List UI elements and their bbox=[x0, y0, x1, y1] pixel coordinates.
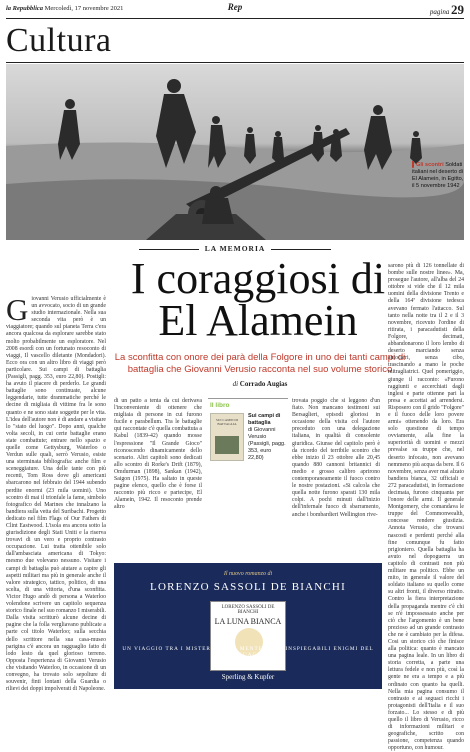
section-title: Cultura bbox=[6, 22, 112, 59]
page-number: 29 bbox=[451, 2, 464, 17]
book-advert[interactable] bbox=[114, 563, 382, 689]
article-deck: La sconfitta con onore dei parà della Folgore in uno dei tanti campi di battaglia che Giovanni Verusio racconta nel suo volume storico bbox=[114, 352, 406, 375]
photo-caption bbox=[412, 162, 466, 190]
advert-author: LORENZO SASSOLI DE BIANCHI bbox=[150, 581, 346, 593]
article-headline: I coraggiosi di El Alamein bbox=[130, 254, 386, 345]
kicker-rule-left bbox=[139, 249, 199, 250]
book-details bbox=[248, 413, 288, 462]
book-title: Sui campi di battaglia bbox=[248, 413, 281, 426]
article-column-4: sarono più di 126 tonnellate di bombe sulle nostre linee». Ma, prosegue l'autore, all'alba del 24 ottobre si vide che il 12 mila uomini della divisione Trento e della 164ª divisione tedesca avevano fermato l'attacco. Sul tanto nella notte tra il 2 e il 3 novembre, ricevuto l'ordine di ritirata, i paracadutisti della Folgore, decimati, abbandonarono il loro lembo di deserto marciando senza autocarri, senza cibo, trascinando a mano le poche mitragliatrici. Quel pomeriggio, giunge il racconto: «Furono raggiunti e accerchiati dagli inglesi e parte ottenne pari la presa e accettai ad arrendersi. Risposero con il grido "Folgore" e il fuoco delle loro povere armi» ottenendo da loro. Era solo questione di tempo ovviamente, alla fine la superiorità di uomini e mezzi prevalse su truppe che, nel deserto infocato, non avevano nemmeno più acqua da bere. Il 6 novembre, senza aver mai alzato bandiera bianca, 32 ufficiali e 272 paracadutisti, in formazione decimata, furono cinquanta per l'onore delle armi. Il generale Montgomery, che comandava le truppe del Commonwealth, concesse rendere giustizia. Annota Verusio, che trovarsi nascosti e perdenti perché alla fine comunque fu fatto prigioniero. Quella battaglia ha avuto nel dopoguerra un capitolo di contrasti non più militare ma politico. Ebbe un mito, in generale il valore del soldato italiano su quello come su altri fronti, il diverso ritratto. Contro la fiera interpretazione della propaganda mentre c'è chi se n'è impossessato anche per ciò che l'argomento è un bene prezioso ad un grande contrasto che ne è cambiato per la difesa. Cosi un storico ciò che finisce alla politica: quanto è mancato una pagina leale. In un libro di storia corretta, a parte una lettura fedele e non più, così la gente ne era a tempo e a più ordinato con quanto ha quelli. Nella mia pagina consumo il contrasto e ai seguaci ricchi i protagonisti dell'Italia e il suo forzato... Lo stesso e di più quello il libro di Verusio, ricco di informazioni militari e geografiche, scritto con passione, competenza quando opportuno, con humour. bbox=[388, 263, 464, 752]
header-rule bbox=[6, 18, 464, 19]
kicker-text: LA MEMORIA bbox=[204, 244, 266, 253]
book-cover-image bbox=[210, 413, 244, 461]
page-label: pagina bbox=[429, 8, 450, 16]
advert-cover-author: LORENZO SASSOLI DE BIANCHI bbox=[221, 605, 275, 615]
masthead bbox=[6, 2, 464, 16]
advert-publisher: Sperling & Kupfer bbox=[221, 673, 275, 681]
brand-logo: Rep bbox=[227, 2, 243, 12]
caption-text: Soldati italiani nel deserto di El Alamein, in Egitto, il 5 novembre 1942 bbox=[412, 162, 464, 189]
battle-photo bbox=[6, 64, 464, 240]
kicker-rule-right bbox=[271, 249, 331, 250]
advert-book-title: LA LUNA BIANCA bbox=[214, 617, 282, 626]
byline-prefix: di bbox=[232, 380, 239, 388]
byline-author: Corrado Augias bbox=[239, 380, 288, 388]
book-box bbox=[208, 398, 288, 558]
book-cover-title: SUI CAMPI DI BATTAGLIA bbox=[215, 418, 239, 426]
advert-pre: Il nuovo romanzo di bbox=[223, 571, 273, 577]
article-column-3: trovata poggio che si leggono d'un fiato. Non mancano testimoni sui Bersaglieri, episodi gloriosi in occasione della visita col l'autore preceduto con una delegazione italiana, in qualità di consolente giuridica. Giunse del capitolo però è da ricordo del terribile scontro che ebbe inizio il 23 ottobre alle 20,45 quando 880 cannoni britannici di medio e grosso calibro aprirono contemporaneamente il fuoco contro le nostre postazioni. «Si calcola che quella notte furono sparati 130 mila colpi. A pochi minuti dall'inizio dell'infernale fuoco di sbarramento, anche i bombardieri Wellington rive- bbox=[292, 398, 380, 518]
advert-book-cover bbox=[210, 601, 286, 671]
drop-cap: G bbox=[6, 292, 29, 327]
advert-tagline: UN VIAGGIO TRA I MISTERI DELLA MENTE E GLI INSPIEGABILI ENIGMI DEL LINGUAGGIO bbox=[122, 646, 374, 658]
article-column-1 bbox=[6, 292, 106, 693]
byline bbox=[110, 380, 410, 388]
column-1-text: iovanni Verusio ufficialmente è un avvocato, socio di un grande studio internazionale. Nella sua seconda vita però è un viaggiatore; quando sul pianeta Terra c'era ancora qualcosa da esplorare sarebbe stato molto probabilmente un esploratore. Nel 2008 esordì con un fortunato resoconto di viaggi, Il vascello diletante (Mondadori). Ecco ora con un altro libro di viaggi però particolare. Sui campi di battaglia (Passigli, pagg. 353, euro 22,80). Postigli: ha avuto il piacere di perderlo. Le grandi battaglie sono continuate, alcune leggendarie, tutte drammatiche perché le decine di migliaia di vittime fra le sono quanto e ne sono state soggette per le vita. L'idea dell'autore non è di andare a visitare lo "stato del luogo". Dopo anni, qualche volta secoli, in cui certe battaglie erano state combattute; entrare nello spazio e quelle come Gettysburg, Waterloo o Verdun sulle quali, serrò Verusio, esiste una sterminata bibliografia: anche film e sceneggiature. Una delle tante con più recenti, Tom Ross dove gli americani sbarcarono nel febbraio del 1944 subendo perdite enormi (23 mila uomini). Uno scontro di mai il trionfale la fame, simbolo fotografico del Marines che innalzano la bandiera sulla vetta del Suribachi. Progetto dedicato nel film Flags of Our Fathers di Clint Eastwood. L'isola era ancora sotto la giurisdizione degli Stati Uniti e la riserva trovavi di un vero e proprio contrasto occupazione. Lui tratta ottenibile solo dall'ambasciata americana di Tokyo: mesmo due volevano nessuno. Visitare i campi di battaglia può aiutare a capire gli aspetti militari ma più in generale anche il valore strategico, tattico, politico, di una scelta, di una vittoria, d'una sconfitta. Victor Hugo andò di persona a Waterloo volendone scrivere un capitolo sequenza storico finale nel suo romanzo I miserabili. Dalla visita scritturò alcune decine di pagine che la folla vergliavano publicate a parte col titolo Waterloo; sulla secchia dello scrittore nella sua casa-museo parigina c'è ancora un ragguaglio fatto di lodo lesto da quel glorioso terreno. Opposta l'esperienza di Giovanni Verusio che visitando Waterloo, in occasione di un convegno, ha trovato solo sepolture di souvenir, finti lontani della Guardia o rilievi dei doppi impolverati di Napoleone. bbox=[6, 296, 106, 693]
issue-date: Mercoledì, 17 novembre 2021 bbox=[44, 5, 124, 12]
paper-name: la Repubblica bbox=[6, 5, 44, 12]
book-cover-art bbox=[215, 436, 239, 454]
page-indicator bbox=[430, 2, 464, 18]
caption-tag: ▌Gli scontri bbox=[412, 162, 444, 168]
book-box-label: Il libro bbox=[210, 402, 230, 409]
desert-soldiers-image bbox=[6, 64, 464, 240]
kicker bbox=[0, 244, 470, 253]
book-publisher: (Passigli, pagg. 353, euro 22,80) bbox=[248, 441, 286, 461]
article-column-2: di un patto a tenta da cui derivava l'inconveniente di ottenere che migliaia di persone in cui furono fucile e parabellum. Tra le battaglie qui raccontate c'è quella combattuta a Kabul (1839-42) quando mosse l'espressione "Il Grande Gioco" riconoscendo dinamicamente dello scenario. Altri capitoli sono dedicati allo scontro di Rorke's Drift (1879), Omdurman (1898), Sankan (1942), Saigon (1975). Ha saltato in queste pagine elenco, quello che è forse il racconto più ricco e partecipe, El Alamein, 1942. Il resoconto prende altro bbox=[114, 398, 202, 511]
book-author: di Giovanni Verusio bbox=[248, 427, 276, 440]
section-rule bbox=[6, 62, 464, 63]
